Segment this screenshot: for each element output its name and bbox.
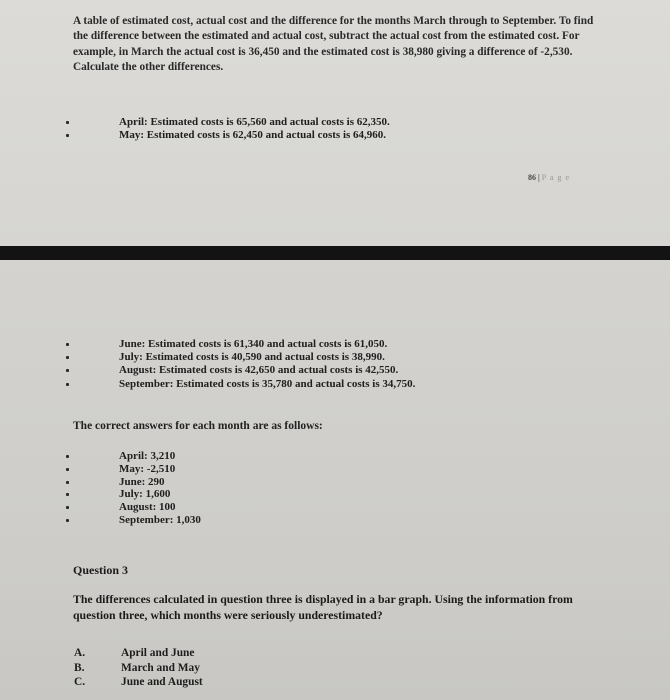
list-item [66, 514, 201, 527]
list-item [66, 476, 201, 489]
page-number-value: 86 | [528, 173, 540, 182]
answer-options [74, 646, 203, 690]
bullet-icon [66, 493, 69, 496]
question-heading: Question 3 [73, 563, 129, 577]
bullet-icon [66, 519, 69, 522]
option-text: April and June [121, 647, 195, 659]
list-item-text: June: 290 [119, 475, 165, 488]
list-item [66, 364, 415, 377]
list-item-text: May: Estimated costs is 62,450 and actual costs is 64,960. [119, 129, 387, 142]
list-item [66, 501, 201, 514]
bullet-icon [66, 468, 69, 471]
list-item-text: September: 1,030 [119, 513, 201, 526]
bullet-icon [66, 481, 69, 484]
intro-paragraph: A table of estimated cost, actual cost and the difference for the months March through to September. To find the difference between the estimated and actual cost, subtract the actual cost from the estimated cost. For example, in March the actual cost is 36,450 and the estimated cost is 38,980 giving a difference of -2,530. Calculate the other differences. [73, 15, 594, 74]
list-item [66, 338, 415, 351]
bullet-icon [66, 369, 69, 372]
question-text: The differences calculated in question three is displayed in a bar graph. Using the information from question three, which months were seriously underestimated? [73, 592, 573, 622]
option-b [74, 661, 203, 676]
list-item-text: July: 1,600 [119, 488, 171, 501]
page-number [528, 173, 570, 182]
page-top [0, 0, 670, 246]
option-a [74, 646, 203, 661]
list-item-text: April: 3,210 [119, 450, 176, 462]
list-item-text: August: 100 [119, 501, 176, 514]
list-item-text: June: Estimated costs is 61,340 and actual costs is 61,050. [119, 338, 388, 350]
list-item [66, 351, 415, 364]
option-c [74, 675, 203, 690]
list-item [66, 129, 390, 142]
page-separator [0, 246, 670, 260]
option-letter: A. [74, 647, 86, 659]
list-item-text: July: Estimated costs is 40,590 and actual costs is 38,990. [119, 351, 385, 364]
answers-list [66, 450, 201, 527]
cost-bullet-list-top [66, 116, 390, 142]
list-item-text: August: Estimated costs is 42,650 and actual costs is 42,550. [119, 364, 399, 377]
bullet-icon [66, 506, 69, 509]
list-item-text: September: Estimated costs is 35,780 and actual costs is 34,750. [119, 377, 416, 390]
option-letter: C. [74, 676, 86, 689]
option-text: March and May [121, 661, 200, 674]
cost-bullet-list-bottom [66, 338, 415, 391]
bullet-icon [66, 121, 69, 124]
list-item-text: April: Estimated costs is 65,560 and actual costs is 62,350. [119, 116, 390, 128]
bullet-icon [66, 343, 69, 346]
bullet-icon [66, 356, 69, 359]
list-item [66, 463, 201, 476]
answers-heading: The correct answers for each month are as follows: [73, 420, 323, 432]
bullet-icon [66, 383, 69, 386]
list-item [66, 450, 201, 463]
page-word: P a g e [541, 173, 571, 182]
bullet-icon [66, 455, 69, 458]
list-item [66, 488, 201, 501]
list-item [66, 116, 390, 129]
list-item [66, 378, 415, 391]
list-item-text: May: -2,510 [119, 462, 176, 475]
option-letter: B. [74, 661, 85, 674]
option-text: June and August [121, 676, 203, 689]
bullet-icon [66, 134, 69, 137]
